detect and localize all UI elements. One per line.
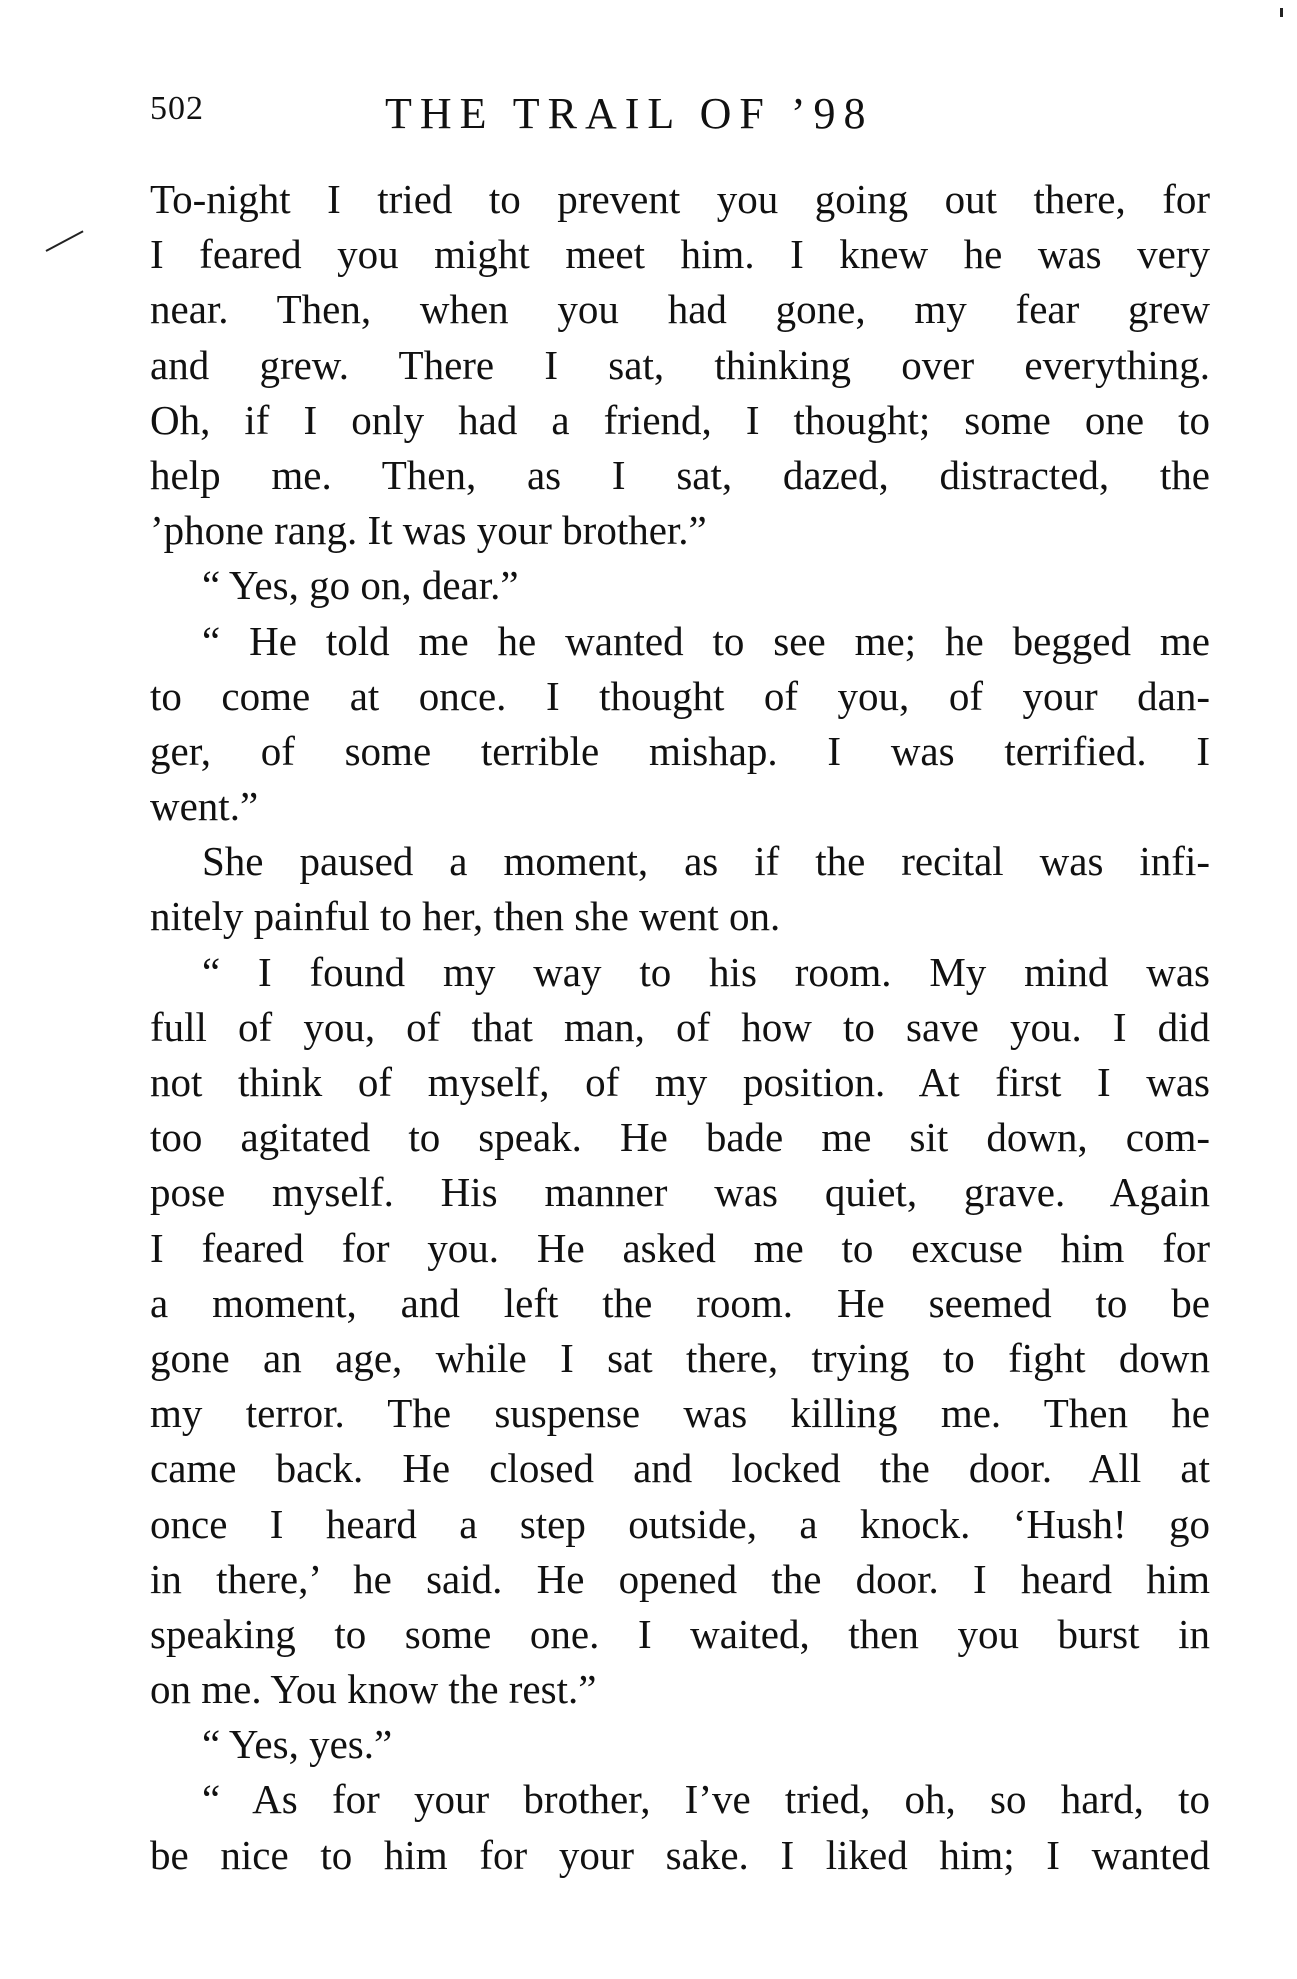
text-line: “ He told me he wanted to see me; he begged me [202,617,1210,664]
text-line: nitely painful to her, then she went on. [150,893,781,940]
text-line: my terror. The suspense was killing me. Then he [150,1390,1210,1437]
text-line: speaking to some one. I waited, then you burst in [150,1610,1210,1657]
text-line: went.” [150,783,259,830]
text-line: “ Yes, yes.” [202,1721,393,1768]
text-line: came back. He closed and locked the door. All at [150,1445,1210,1492]
text-line: I feared you might meet him. I knew he was very [150,231,1210,278]
text-line: not think of myself, of my position. At first I was [150,1059,1210,1105]
text-line: help me. Then, as I sat, dazed, distracted, the [150,451,1210,498]
text-line: Oh, if I only had a friend, I thought; some one to [150,396,1210,443]
text-line: “ As for your brother, I’ve tried, oh, so hard, to [202,1776,1210,1823]
text-line: be nice to him for your sake. I liked him; I wanted [150,1831,1210,1878]
text-line: “ Yes, go on, dear.” [202,562,519,609]
running-title: THE TRAIL OF ’98 [385,89,874,138]
page-header [150,88,1210,148]
text-line: a moment, and left the room. He seemed to be [150,1279,1210,1326]
text-line: near. Then, when you had gone, my fear grew [150,286,1210,333]
page-number: 502 [150,90,204,127]
text-line: To-night I tried to prevent you going out there, for [150,176,1210,222]
body-text [150,172,1210,1883]
pencil-mark [46,230,84,251]
text-line: ger, of some terrible mishap. I was terrified. I [150,727,1210,774]
text-line: too agitated to speak. He bade me sit down, com- [150,1114,1210,1161]
text-line: on me. You know the rest.” [150,1666,597,1713]
text-line: full of you, of that man, of how to save you. I did [150,1003,1210,1050]
corner-mark [1280,8,1283,17]
text-line: I feared for you. He asked me to excuse him for [150,1224,1210,1271]
text-line: and grew. There I sat, thinking over everything. [150,341,1210,388]
text-line: gone an age, while I sat there, trying to fight down [150,1334,1210,1381]
text-line: “ I found my way to his room. My mind was [202,948,1210,995]
text-line: once I heard a step outside, a knock. ‘Hush! go [150,1500,1210,1547]
text-line: in there,’ he said. He opened the door. I heard him [150,1555,1210,1602]
text-line: pose myself. His manner was quiet, grave. Again [150,1169,1210,1216]
text-line: She paused a moment, as if the recital was infi- [202,838,1210,885]
text-line: to come at once. I thought of you, of your dan- [150,672,1210,719]
text-line: ’phone rang. It was your brother.” [150,507,707,554]
